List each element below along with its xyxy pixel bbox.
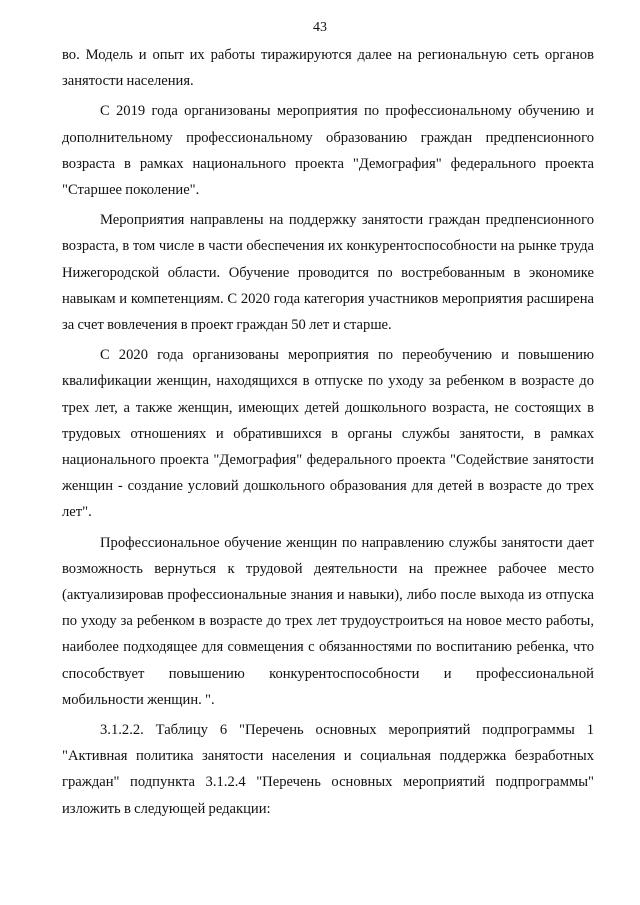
paragraph-training-preretirement: С 2019 года организованы мероприятия по профессиональному обучению и дополнительному профессиональному образованию граждан предпенсионного возраста в рамках национального проекта "Демография" федерального проекта "Старшее поколение".: [62, 103, 594, 199]
paragraph-women-retraining: С 2020 года организованы мероприятия по переобучению и повышению квалификации женщин, находящихся в отпуске по уходу за ребенком в возрасте до трех лет, а также женщин, имеющих детей дошкольного возраста, не состоящих в трудовых отношениях и обратившихся в органы службы занятости, в рамках национального проекта "Демография" федерального проекта "Содействие занятости женщин - создание условий дошкольного образования для детей в возрасте до трех лет".: [62, 347, 594, 521]
document-body: [62, 42, 594, 822]
page-number: 43: [313, 20, 327, 35]
paragraph-continuation: во. Модель и опыт их работы тиражируются далее на региональную сеть органов занятости населения.: [62, 47, 594, 90]
paragraph-table-6-amendment: 3.1.2.2. Таблицу 6 "Перечень основных мероприятий подпрограммы 1 "Активная политика занятости населения и социальная поддержка безработных граждан" подпункта 3.1.2.4 "Перечень основных мероприятий подпрограммы" изложить в следующей редакции:: [62, 722, 594, 817]
paragraph-women-training-benefits: Профессиональное обучение женщин по направлению службы занятости дает возможность вернуться к трудовой деятельности на прежнее рабочее место (актуализировав профессиональные знания и навыки), либо после выхода из отпуска по уходу за ребенком в возрасте до трех лет трудоустроиться на новое место работы, наиболее подходящее для совмещения с обязанностями по воспитанию ребенка, что способствует повышению конкурентоспособности и профессиональной мобильности женщин. ".: [62, 534, 594, 708]
paragraph-measures-purpose: Мероприятия направлены на поддержку занятости граждан предпенсионного возраста, в том числе в части обеспечения их конкурентоспособности на рынке труда Нижегородской области. Обучение проводится по востребованным в экономике навыкам и компетенциям. С 2020 года категория участников мероприятия расширена за счет вовлечения в проект граждан 50 лет и старше.: [62, 212, 594, 334]
